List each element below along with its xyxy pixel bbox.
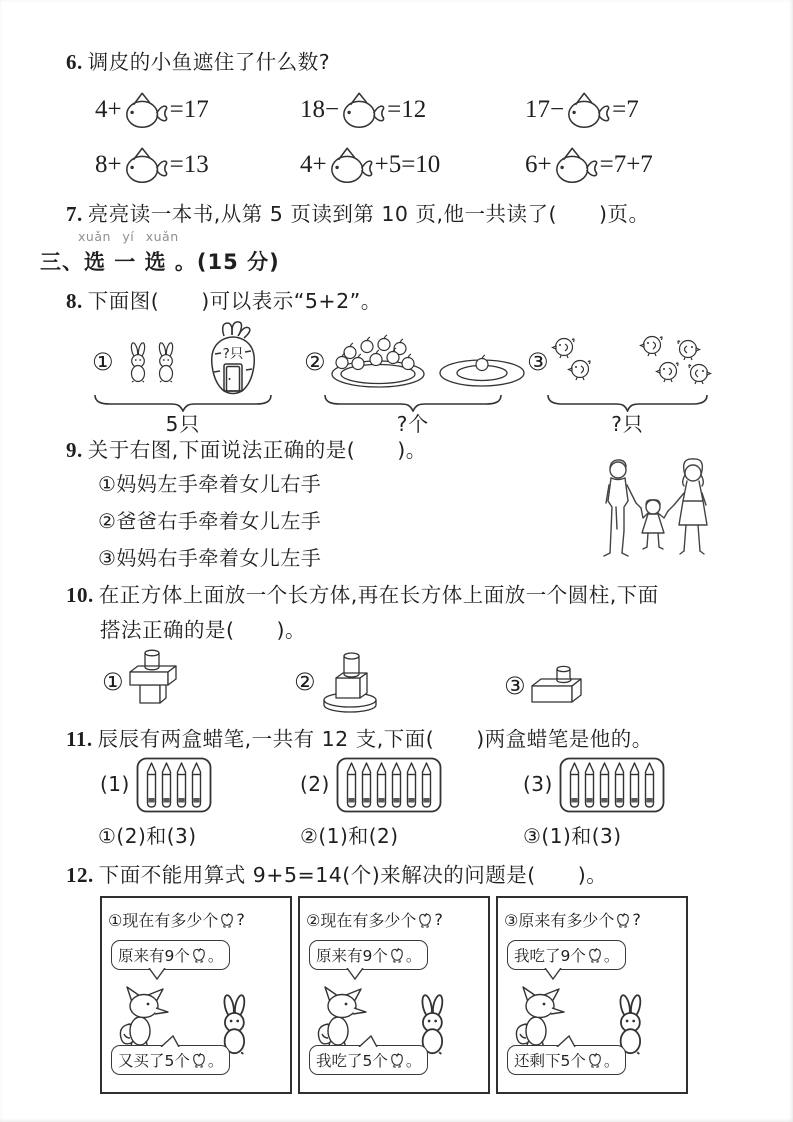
bubble-tail-down	[544, 968, 562, 980]
crayon-box-1-label: (1)	[100, 772, 130, 796]
problem-panel-3	[496, 896, 688, 1094]
q11-option-3: ③(1)和(3)	[523, 824, 622, 848]
fish-equation-6	[525, 139, 653, 191]
problem-panel-1	[100, 896, 292, 1094]
apple-plates-figure	[326, 328, 531, 390]
fox-speech-bubble	[507, 940, 626, 970]
chicks-figure	[548, 330, 713, 390]
equation-before: 8+	[95, 151, 122, 178]
question-6-text: 调皮的小鱼遮住了什么数?	[87, 50, 331, 74]
q11-option-2: ②(1)和(2)	[300, 824, 399, 848]
panel-question-text: ③原来有多少个	[504, 911, 615, 930]
peach-icon	[588, 947, 602, 963]
equation-after: =13	[169, 151, 209, 178]
fish-equation-2	[300, 84, 426, 136]
equation-after: =7+7	[599, 151, 653, 178]
bubble-text: 我吃了9个	[514, 947, 586, 965]
q8-option-3-caption: ?只	[611, 412, 644, 436]
two-rabbits-figure	[124, 341, 180, 383]
bubble-text-end: 。	[207, 947, 224, 965]
q10-option-2-mark: ②	[294, 668, 316, 696]
bubble-text-end: 。	[603, 1052, 620, 1070]
crayon-box-2-label: (2)	[300, 772, 330, 796]
bubble-text: 还剩下5个	[514, 1052, 586, 1070]
crayon-box-1	[136, 757, 212, 813]
section-pinyin: xuǎn yí xuǎn	[78, 229, 179, 244]
peach-icon	[390, 1052, 404, 1068]
question-9-text: 关于右图,下面说法正确的是( )。	[87, 438, 427, 462]
q8-option-2-caption: ?个	[396, 412, 430, 436]
equation-before: 17−	[525, 96, 565, 123]
panel-question-mark: ?	[632, 910, 641, 929]
bubble-tail-up	[160, 1035, 180, 1047]
bubble-text-end: 。	[603, 947, 620, 965]
question-8-text: 下面图( )可以表示“5+2”。	[87, 289, 382, 313]
bubble-text-end: 。	[405, 947, 422, 965]
fish-icon	[123, 90, 169, 131]
question-8-title	[66, 284, 382, 314]
equation-after: =12	[387, 96, 427, 123]
problem-panel-2	[298, 896, 490, 1094]
carrot-house-figure	[202, 320, 264, 398]
question-8-number: 8.	[66, 289, 83, 313]
bubble-text-end: 。	[405, 1052, 422, 1070]
fish-equation-4	[95, 139, 209, 191]
bubble-tail-down	[148, 968, 166, 980]
question-6-title	[66, 45, 330, 75]
panel-question	[306, 908, 443, 931]
q9-option-1: ①妈妈左手牵着女儿右手	[98, 472, 322, 496]
q9-option-2: ②爸爸右手牵着女儿左手	[98, 509, 322, 533]
bubble-text: 我吃了5个	[316, 1052, 388, 1070]
crayon-box-2	[336, 757, 442, 813]
fish-icon	[565, 90, 611, 131]
question-7-title	[66, 197, 649, 227]
rabbit-speech-bubble	[111, 1045, 230, 1075]
panel-question	[108, 908, 245, 931]
fish-equation-1	[95, 84, 209, 136]
q10-option-1-mark: ①	[102, 668, 124, 696]
crayon-box-3	[559, 757, 665, 813]
q8-option-1-mark: ①	[92, 348, 114, 376]
equation-before: 18−	[300, 96, 340, 123]
question-9-number: 9.	[66, 438, 83, 462]
bubble-tail-down	[346, 968, 364, 980]
q10-option-3-mark: ③	[504, 672, 526, 700]
panel-question-text: ②现在有多少个	[306, 911, 417, 930]
blocks-figure-3	[530, 664, 586, 714]
peach-icon	[390, 947, 404, 963]
equation-before: 4+	[300, 151, 327, 178]
fish-icon	[123, 145, 169, 186]
crayon-box-3-label: (3)	[523, 772, 553, 796]
bubble-text: 又买了5个	[118, 1052, 190, 1070]
panel-question	[504, 908, 641, 931]
question-12-number: 12.	[66, 863, 94, 887]
question-12-title	[66, 858, 607, 888]
panel-question-text: ①现在有多少个	[108, 911, 219, 930]
rabbit-speech-bubble	[507, 1045, 626, 1075]
bubble-text: 原来有9个	[316, 947, 388, 965]
peach-icon	[588, 1052, 602, 1068]
equation-after: =17	[169, 96, 209, 123]
fox-speech-bubble	[309, 940, 428, 970]
q8-option-3-mark: ③	[527, 348, 549, 376]
bubble-tail-up	[556, 1035, 576, 1047]
carrot-house-label: ?只	[222, 346, 244, 362]
question-10-number: 10.	[66, 583, 94, 607]
question-10-text-line1: 在正方体上面放一个长方体,再在长方体上面放一个圆柱,下面	[98, 583, 659, 607]
peach-icon	[220, 912, 234, 928]
bubble-tail-up	[358, 1035, 378, 1047]
question-7-number: 7.	[66, 202, 83, 226]
question-11-title	[66, 722, 653, 752]
fish-icon	[328, 145, 374, 186]
bubble-text-end: 。	[207, 1052, 224, 1070]
equation-after: +5=10	[374, 151, 441, 178]
bubble-text: 原来有9个	[118, 947, 190, 965]
blocks-figure-2	[320, 646, 380, 714]
fish-equation-3	[525, 84, 639, 136]
blocks-figure-1	[128, 646, 180, 716]
section-title: 三、选 一 选 。(15 分)	[40, 250, 280, 274]
question-6-number: 6.	[66, 50, 83, 74]
fish-icon	[553, 145, 599, 186]
fish-icon	[340, 90, 386, 131]
equation-before: 6+	[525, 151, 552, 178]
peach-icon	[418, 912, 432, 928]
fox-speech-bubble	[111, 940, 230, 970]
fish-equation-5	[300, 139, 440, 191]
peach-icon	[616, 912, 630, 928]
equation-after: =7	[612, 96, 639, 123]
question-10-text-line2: 搭法正确的是( )。	[100, 618, 306, 642]
question-12-text: 下面不能用算式 9+5=14(个)来解决的问题是( )。	[98, 863, 608, 887]
q8-option-2-mark: ②	[304, 348, 326, 376]
peach-icon	[192, 947, 206, 963]
question-11-number: 11.	[66, 727, 93, 751]
family-holding-hands-figure	[596, 455, 718, 573]
question-11-text: 辰辰有两盒蜡笔,一共有 12 支,下面( )两盒蜡笔是他的。	[97, 727, 653, 751]
rabbit-speech-bubble	[309, 1045, 428, 1075]
panel-question-mark: ?	[434, 910, 443, 929]
panel-question-mark: ?	[236, 910, 245, 929]
q11-option-1: ①(2)和(3)	[98, 824, 197, 848]
question-9-title	[66, 433, 427, 463]
question-10-title	[66, 578, 659, 608]
q8-option-1-caption: 5只	[165, 412, 201, 436]
equation-before: 4+	[95, 96, 122, 123]
peach-icon	[192, 1052, 206, 1068]
q9-option-3: ③妈妈右手牵着女儿左手	[98, 546, 322, 570]
question-7-text: 亮亮读一本书,从第 5 页读到第 10 页,他一共读了( )页。	[87, 202, 650, 226]
